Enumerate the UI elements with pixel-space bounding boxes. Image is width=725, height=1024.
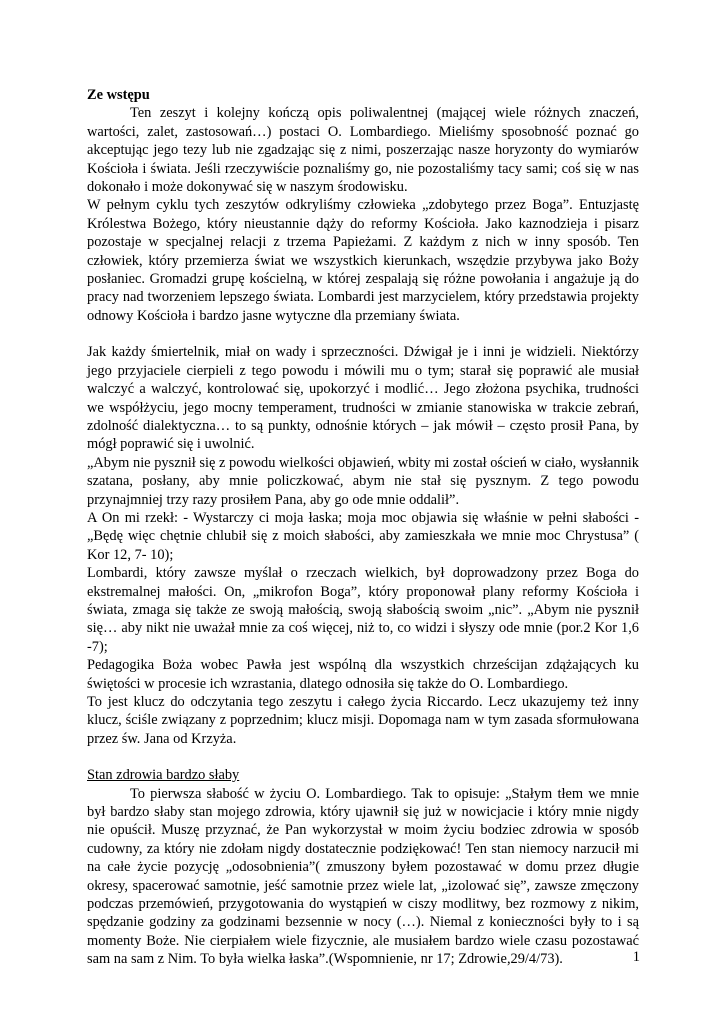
intro-paragraph: W pełnym cyklu tych zeszytów odkryliśmy człowieka „zdobytego przez Boga”. Entuzjastę Królestwa Bożego, który nieustannie dąży do reformy Kościoła. Jako kaznodzieja i pisarz pozostaje w specjalnej relacji z trzema Papieżami. Z każdym z nich w inny sposób. Ten człowiek, który przemierza świat we wszystkich kierunkach, wszędzie przybywa jako Boży posłaniec. Gromadzi grupę kościelną, w której zespalają się różne powołania i angażuje ją do pracy nad tworzeniem lepszego świata. Lombardi jest marzycielem, który przedstawia projekty odnowy Kościoła i bardzo jasne wytyczne dla przemiany świata.	[87, 197, 639, 324]
section-paragraph: To pierwsza słabość w życiu O. Lombardiego. Tak to opisuje: „Stałym tłem we mnie był bardzo słaby stan mojego zdrowia, który ujawnił się już w nowicjacie i który mnie nigdy nie opuścił. Muszę przyznać, że Pan wykorzystał w moim życiu bodziec zdrowia w sposób cudowny, za który nie zdołam nigdy dostatecznie podziękować! Ten stan niemocy narzucił mi na całe życie pozycję „odosobnienia”( zmuszony byłem pozostawać w domu przez długie okresy, spacerować samotnie, jeść samotnie przez wiele lat, „izolować się”, zawsze zmęczony podczas przemówień, przygotowania do wystąpień w ciszy modlitwy, bez rozmowy z nikim, spędzanie godziny za godzinami bezsennie w nocy (…). Niemal z konieczności były to i są momenty Boże. Nie cierpiałem wiele fizycznie, ale musiałem bardzo wiele czasu pozostawać sam na sam z Nim. To była wielka łaska”.(Wspomnienie, nr 17; Zdrowie,29/4/73).	[87, 785, 639, 968]
body-paragraph: To jest klucz do odczytania tego zeszytu i całego życia Riccardo. Lecz ukazujemy też inny klucz, ściśle związany z poprzednim; klucz misji. Dopomaga nam w tym zasada sformułowana przez św. Jana od Krzyża.	[87, 694, 639, 747]
page-number: 1	[632, 949, 640, 965]
body-paragraph: Jak każdy śmiertelnik, miał on wady i sprzeczności. Dźwigał je i inni je widzieli. Niektórzy jego przyjaciele cierpieli z tego powodu i mówili mu o tym; starał się poprawić ale musiał walczyć a walczyć, kontrolować się, upokorzyć i modlić… Jego złożona psychika, trudności we współżyciu, jego mocny temperament, trudności w zmianie stanowiska w trakcie zebrań, zdolność dialektyczna… to są punkty, odnośnie których – jak mówił – często prosił Pana, by mógł poprawić się i uwolnić.	[87, 344, 639, 453]
paragraph-spacer	[87, 325, 639, 343]
intro-paragraph: Ten zeszyt i kolejny kończą opis poliwalentnej (mającej wiele różnych znaczeń, wartości, zalet, zastosowań…) postaci O. Lombardiego. Mieliśmy sposobność poznać go akceptując jego tezy lub nie zgadzając się z nimi, poszerzając nasze horyzonty do wymiarów Kościoła i świata. Jeśli rzeczywiście poznaliśmy go, nie pozostaliśmy tacy sami; coś się w nas dokonało i może dokonywać się w naszym środowisku.	[87, 105, 639, 196]
section-title: Stan zdrowia bardzo słaby	[87, 767, 240, 784]
quote-paragraph: A On mi rzekł: - Wystarczy ci moja łaska; moja moc objawia się właśnie w pełni słabości - „Będę więc chętnie chlubił się z moich słabości, aby zamieszkała we mnie moc Chrystusa” ( Kor 12, 7- 10);	[87, 509, 639, 563]
page-content	[87, 86, 639, 969]
body-paragraph: Lombardi, który zawsze myślał o rzeczach wielkich, był doprowadzony przez Boga do ekstremalnej małości. On, „mikrofon Boga”, który proponował plany reformy Kościoła i świata, zmaga się także ze swoją małością, swoją słabością swoim „nic”. „Abym nie pysznił się… aby nikt nie uważał mnie za coś więcej, niż to, co widzi i słyszy ode mnie (por.2 Kor 1,6 -7);	[87, 565, 639, 655]
paragraph-spacer	[87, 748, 639, 766]
document-title: Ze wstępu	[87, 87, 150, 103]
body-paragraph: Pedagogika Boża wobec Pawła jest wspólną dla wszystkich chrześcijan zdążających ku świętości w procesie ich wzrastania, dlatego odnosiła się także do O. Lombardiego.	[87, 657, 639, 692]
quote-paragraph: „Abym nie pysznił się z powodu wielkości objawień, wbity mi został oścień w ciało, wysłannik szatana, posłany, aby mnie policzkować, abym nie stał się pysznym. Z tego powodu przynajmniej trzy razy prosiłem Pana, aby go ode mnie oddalił”.	[87, 454, 639, 508]
